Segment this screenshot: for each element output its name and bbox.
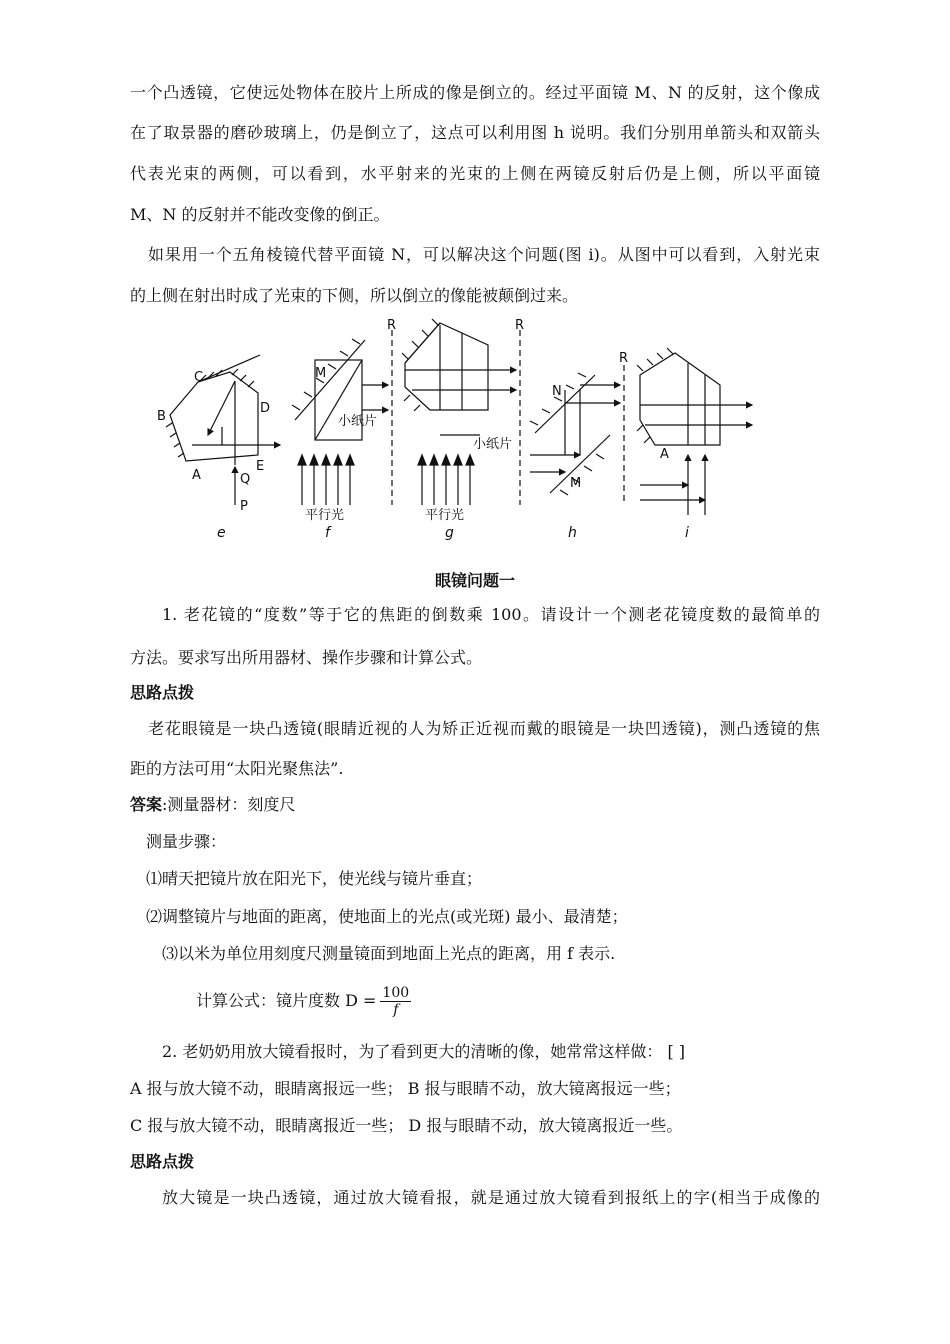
- caption-g: g: [445, 525, 454, 541]
- caption-e: e: [217, 525, 226, 541]
- formula-numerator: 100: [382, 985, 410, 1001]
- label-e-P: P: [240, 499, 248, 514]
- label-f-M: M: [315, 366, 327, 381]
- caption-h: h: [568, 525, 577, 541]
- figure-g-prism: [402, 319, 520, 505]
- q1-line-2: 方法。要求写出所用器材、操作步骤和计算公式。: [130, 648, 483, 667]
- label-e-A: A: [192, 468, 201, 483]
- options-cd: C 报与放大镜不动，眼睛离报近一些； D 报与眼睛不动，放大镜离报近一些。: [130, 1116, 683, 1135]
- formula-text: 计算公式：镜片度数 D =: [196, 991, 377, 1010]
- label-h-N: N: [552, 384, 562, 399]
- label-g-parallel: 平行光: [425, 508, 465, 523]
- label-e-B: B: [157, 409, 166, 424]
- figure-i-prism: [637, 348, 752, 515]
- label-g-paper: 小纸片: [473, 437, 513, 452]
- answer-label: 答案: [130, 795, 163, 814]
- intro-line-6: 的上侧在射出时成了光束的下侧，所以倒立的像能被颠倒过来。: [130, 286, 579, 305]
- caption-f: f: [325, 525, 330, 541]
- label-f-paper: 小纸片: [338, 414, 378, 429]
- step-3: ⑶以米为单位用刻度尺测量镜面到地面上光点的距离，用 f 表示.: [162, 944, 616, 963]
- label-i-A: A: [660, 447, 669, 462]
- hint2-label: 思路点拨: [130, 1152, 195, 1171]
- label-e-Q: Q: [240, 472, 251, 487]
- step-1: ⑴晴天把镜片放在阳光下，使光线与镜片垂直；: [146, 869, 483, 888]
- hint1-line-1: 老花眼镜是一块凸透镜(眼睛近视的人为矫正近视而戴的眼镜是一块凹透镜)，测凸透镜的焦: [148, 719, 820, 738]
- label-h-M: M: [570, 476, 582, 491]
- label-e-E: E: [256, 459, 265, 474]
- hint2-line-1: 放大镜是一块凸透镜，通过放大镜看报，就是通过放大镜看到报纸上的字(相当于成像的: [162, 1188, 820, 1207]
- label-e-C: C: [194, 370, 204, 385]
- label-f-R: R: [387, 318, 397, 333]
- intro-line-4: M、N 的反射并不能改变像的倒正。: [130, 205, 390, 224]
- options-ab: A 报与放大镜不动，眼睛离报远一些； B 报与眼睛不动，放大镜离报远一些；: [130, 1079, 681, 1098]
- label-f-parallel: 平行光: [305, 508, 345, 523]
- label-e-D: D: [260, 401, 271, 416]
- formula: [196, 985, 886, 1025]
- hint1-line-2: 距的方法可用“太阳光聚焦法”.: [130, 759, 344, 778]
- steps-label: 测量步骤：: [146, 832, 227, 851]
- figure-e-prism: [166, 355, 280, 505]
- intro-line-5: 如果用一个五角棱镜代替平面镜 N，可以解决这个问题(图 i)。从图中可以看到，入射光束: [148, 245, 820, 264]
- answer-line: [130, 795, 820, 815]
- step-2: ⑵调整镜片与地面的距离，使地面上的光点(或光斑) 最小、最清楚；: [146, 907, 628, 926]
- formula-fraction: [380, 985, 411, 1018]
- q2-line: 2. 老奶奶用放大镜看报时，为了看到更大的清晰的像，她常常这样做： [ ]: [162, 1042, 686, 1061]
- caption-i: i: [685, 525, 689, 541]
- intro-line-1: 一个凸透镜，它使远处物体在胶片上所成的像是倒立的。经过平面镜 M、N 的反射，这个像成: [130, 83, 820, 102]
- intro-line-3: 代表光束的两侧，可以看到，水平射来的光束的上侧在两镜反射后仍是上侧，所以平面镜: [130, 164, 820, 183]
- q1-line-1: 1. 老花镜的“度数”等于它的焦距的倒数乘 100。请设计一个测老花镜度数的最简单的: [162, 605, 820, 624]
- label-g-R: R: [515, 318, 525, 333]
- answer-text: :测量器材：刻度尺: [162, 795, 296, 814]
- hint1-label: 思路点拨: [130, 683, 195, 702]
- intro-line-2: 在了取景器的磨砂玻璃上，仍是倒立了，这点可以利用图 h 说明。我们分别用单箭头和双箭头: [130, 123, 820, 142]
- optics-figure: [140, 315, 780, 550]
- section-title: 眼镜问题一: [434, 571, 515, 590]
- formula-denominator: f: [393, 1002, 399, 1018]
- label-h-R: R: [619, 351, 629, 366]
